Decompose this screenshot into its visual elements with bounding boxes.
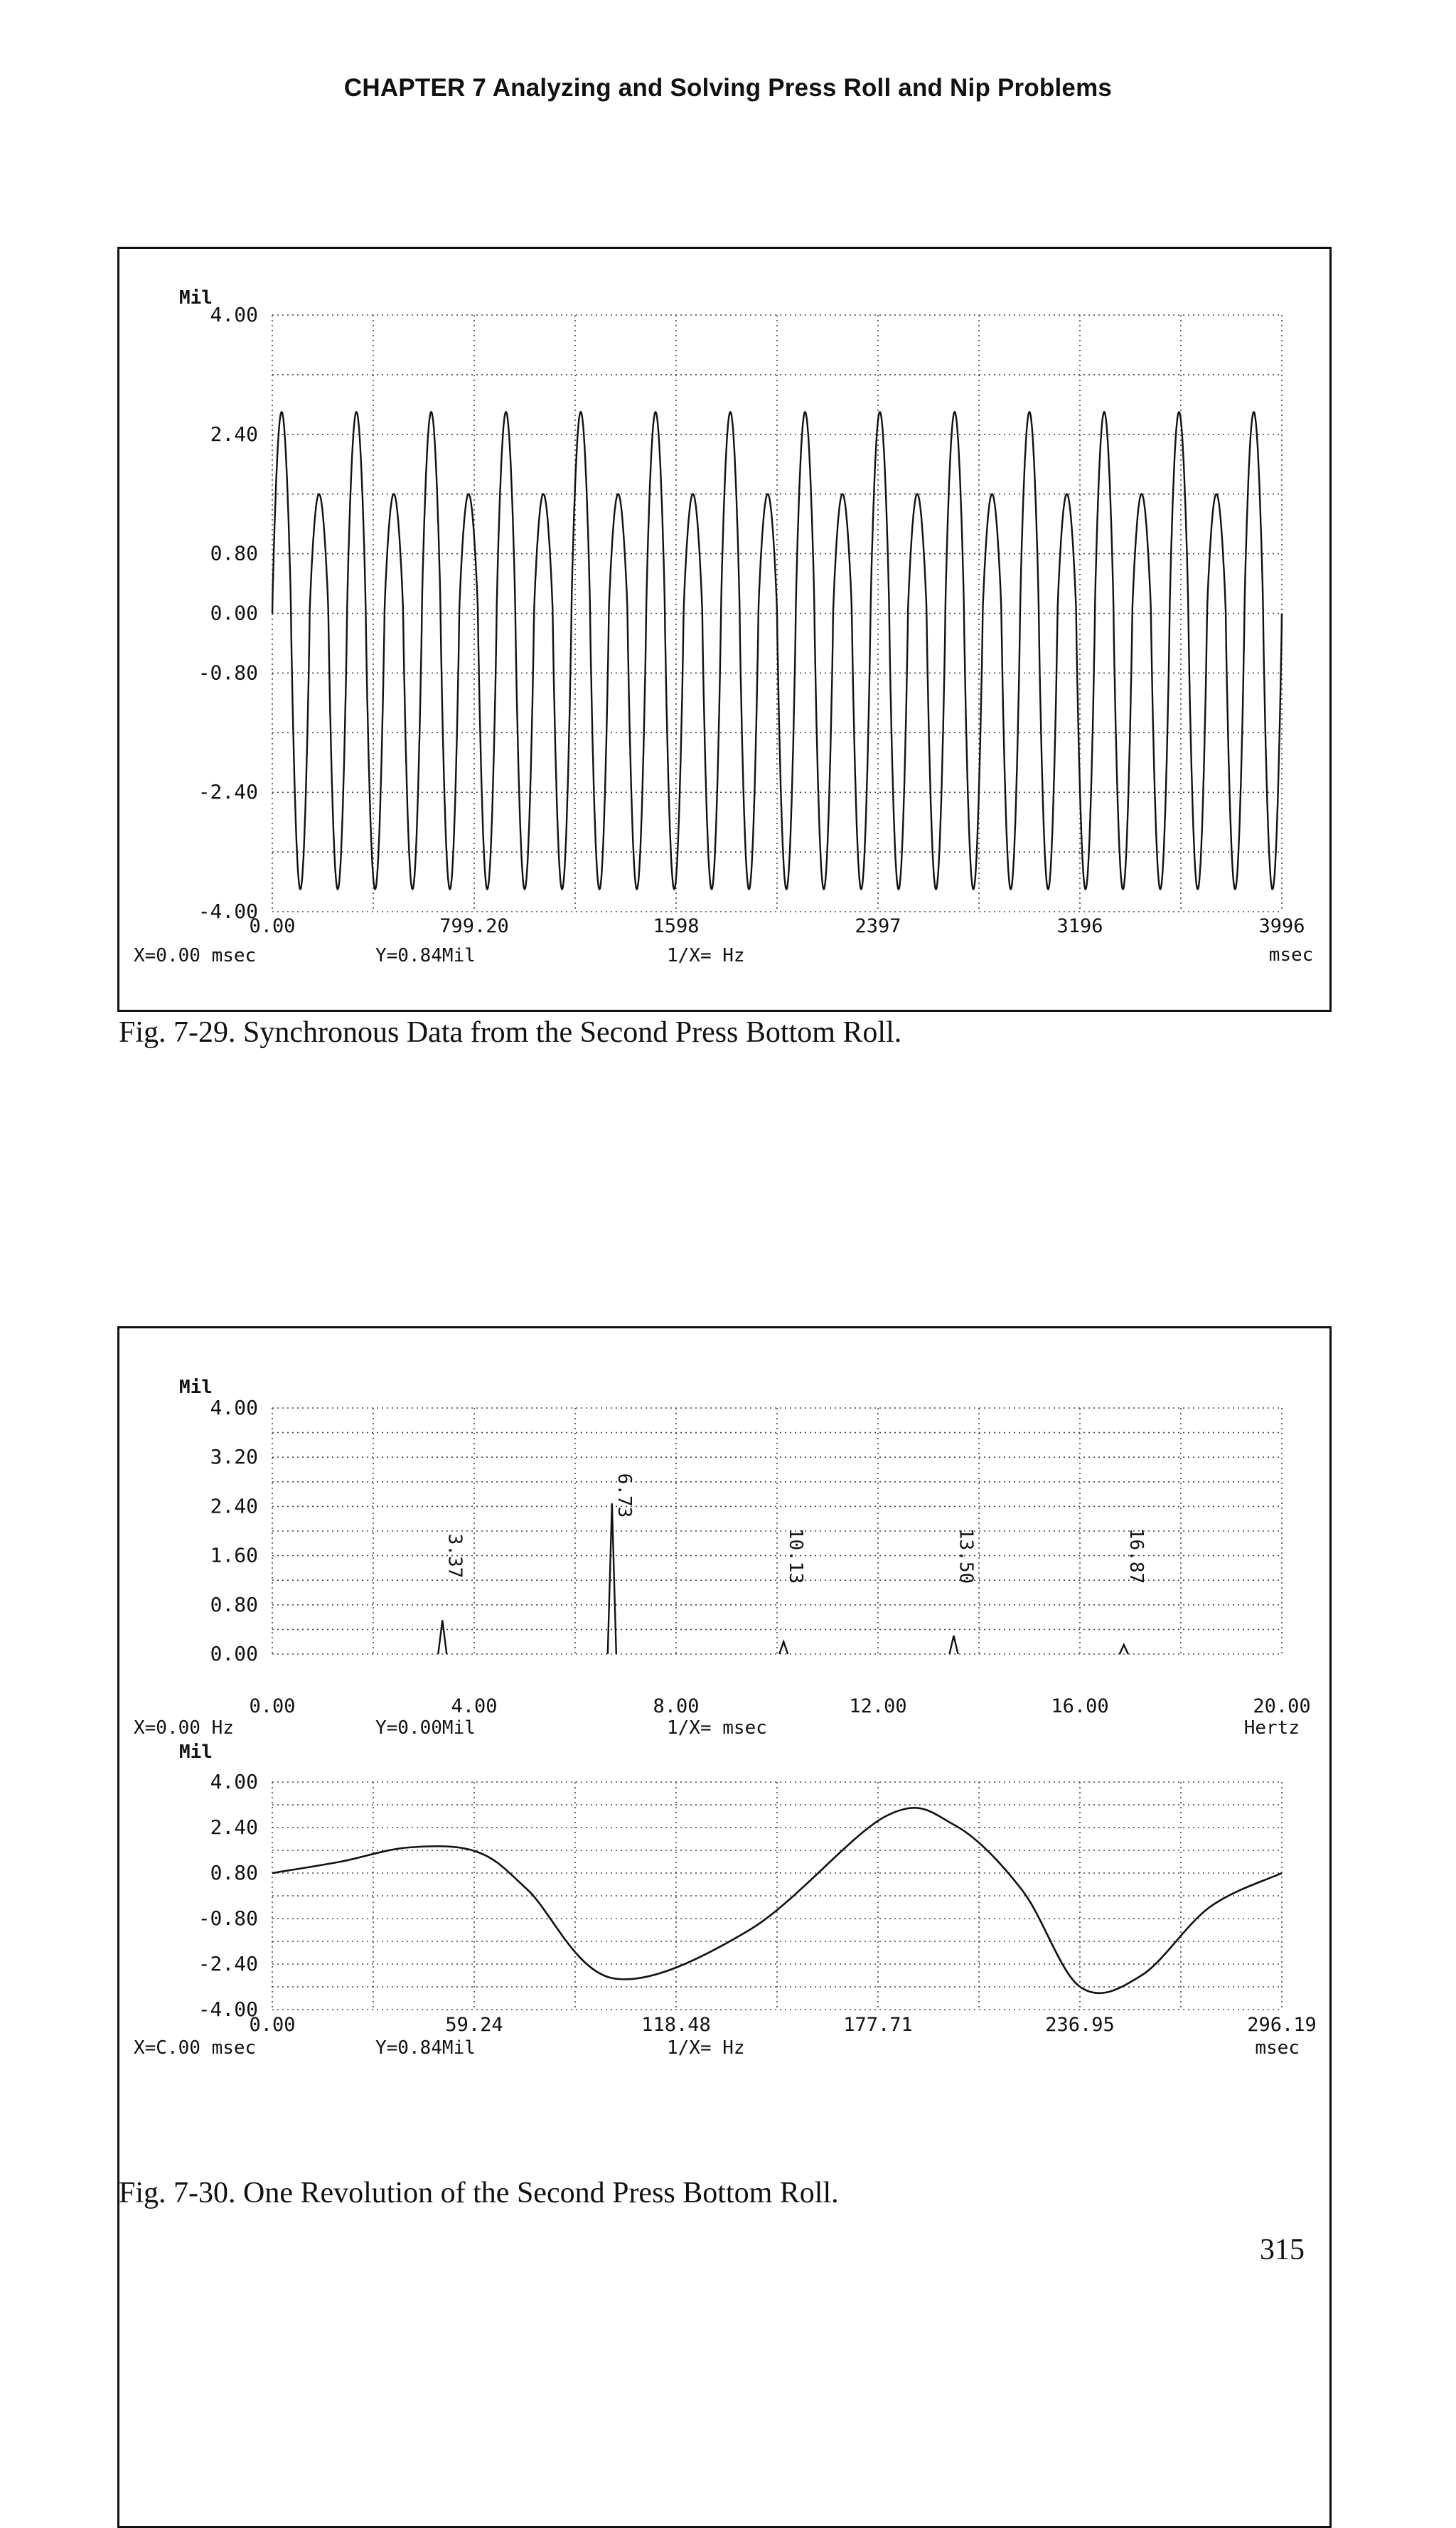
waveform-y-unit: Mil	[179, 1742, 213, 1763]
waveform-readout-inv: 1/X= Hz	[667, 2037, 745, 2059]
x-tick-label: 3996	[1258, 915, 1305, 937]
spectrum-x-tick-label: 16.00	[1051, 1695, 1109, 1717]
peak-label: 16.87	[1125, 1527, 1147, 1584]
page-number: 315	[1260, 2234, 1305, 2266]
peak-label: 10.13	[785, 1527, 807, 1584]
running-header: CHAPTER 7 Analyzing and Solving Press Roll and Nip Problems	[343, 74, 1113, 102]
waveform-readout-y: Y=0.84Mil	[375, 2037, 476, 2059]
figure-7-30-caption: Fig. 7-30. One Revolution of the Second Press Bottom Roll.	[119, 2177, 839, 2209]
spectrum-y-unit: Mil	[179, 1377, 213, 1398]
y-tick-label: -0.80	[198, 661, 258, 685]
waveform-readout-x: X=C.00 msec	[134, 2037, 257, 2059]
y-tick-label: 4.00	[210, 303, 258, 326]
waveform-trace	[272, 412, 1282, 889]
waveform-y-tick-label: -4.00	[198, 1998, 258, 2021]
y-tick-label: 0.80	[210, 541, 258, 565]
spectrum-readout-inv: 1/X= msec	[667, 1717, 767, 1739]
waveform-y-tick-label: -0.80	[198, 1906, 258, 1930]
y-tick-label: -4.00	[198, 900, 258, 923]
waveform-y-tick-label: 0.80	[210, 1861, 258, 1884]
peak-label: 3.37	[444, 1533, 466, 1579]
spectrum-x-tick-label: 20.00	[1253, 1695, 1311, 1717]
waveform-x-tick-label: 177.71	[843, 2014, 913, 2036]
y-tick-label: -2.40	[198, 780, 258, 804]
spectrum-readout-x: X=0.00 Hz	[134, 1717, 234, 1739]
x-unit-label: msec	[1268, 944, 1314, 966]
spectrum-x-tick-label: 4.00	[451, 1695, 498, 1717]
waveform-y-tick-label: 4.00	[210, 1770, 258, 1793]
spectrum-peak	[608, 1503, 616, 1654]
spectrum-peak	[950, 1636, 958, 1654]
spectrum-y-tick-label: 4.00	[210, 1396, 258, 1419]
readout-x: X=0.00 msec	[134, 945, 257, 966]
spectrum-x-tick-label: 12.00	[849, 1695, 907, 1717]
spectrum-y-tick-label: 3.20	[210, 1445, 258, 1469]
waveform-x-tick-label: 296.19	[1247, 2014, 1317, 2036]
spectrum-peak	[1120, 1645, 1128, 1654]
x-tick-label: 3196	[1056, 915, 1103, 937]
spectrum-x-tick-label: 8.00	[653, 1695, 700, 1717]
peak-label: 13.50	[955, 1527, 977, 1584]
x-tick-label: 799.20	[439, 915, 509, 937]
waveform-y-tick-label: 2.40	[210, 1815, 258, 1839]
x-tick-label: 0.00	[249, 915, 296, 937]
readout-y: Y=0.84Mil	[375, 945, 476, 966]
spectrum-x-unit: Hertz	[1243, 1717, 1300, 1739]
waveform-x-tick-label: 59.24	[445, 2014, 503, 2036]
readout-inv: 1/X= Hz	[667, 945, 745, 966]
waveform-x-tick-label: 236.95	[1045, 2014, 1115, 2036]
spectrum-y-tick-label: 0.00	[210, 1642, 258, 1665]
spectrum-y-tick-label: 1.60	[210, 1543, 258, 1567]
y-tick-label: 0.00	[210, 601, 258, 625]
x-tick-label: 2397	[855, 915, 901, 937]
revolution-trace	[272, 1808, 1282, 1993]
waveform-x-unit: msec	[1255, 2037, 1300, 2059]
figure-7-30-chart	[119, 1328, 1329, 2526]
figure-7-29-chart	[119, 249, 1329, 1010]
spectrum-readout-y: Y=0.00Mil	[375, 1717, 476, 1739]
peak-label: 6.73	[613, 1473, 635, 1518]
spectrum-y-tick-label: 0.80	[210, 1592, 258, 1616]
waveform-x-tick-label: 118.48	[641, 2014, 711, 2036]
x-tick-label: 1598	[653, 915, 700, 937]
spectrum-y-tick-label: 2.40	[210, 1494, 258, 1518]
y-unit-label: Mil	[179, 287, 213, 309]
waveform-x-tick-label: 0.00	[249, 2014, 296, 2036]
spectrum-x-tick-label: 0.00	[249, 1695, 296, 1717]
waveform-y-tick-label: -2.40	[198, 1952, 258, 1975]
spectrum-peak	[438, 1620, 446, 1654]
figure-7-29-caption: Fig. 7-29. Synchronous Data from the Second Press Bottom Roll.	[119, 1016, 902, 1049]
spectrum-peak	[779, 1642, 788, 1654]
y-tick-label: 2.40	[210, 422, 258, 446]
